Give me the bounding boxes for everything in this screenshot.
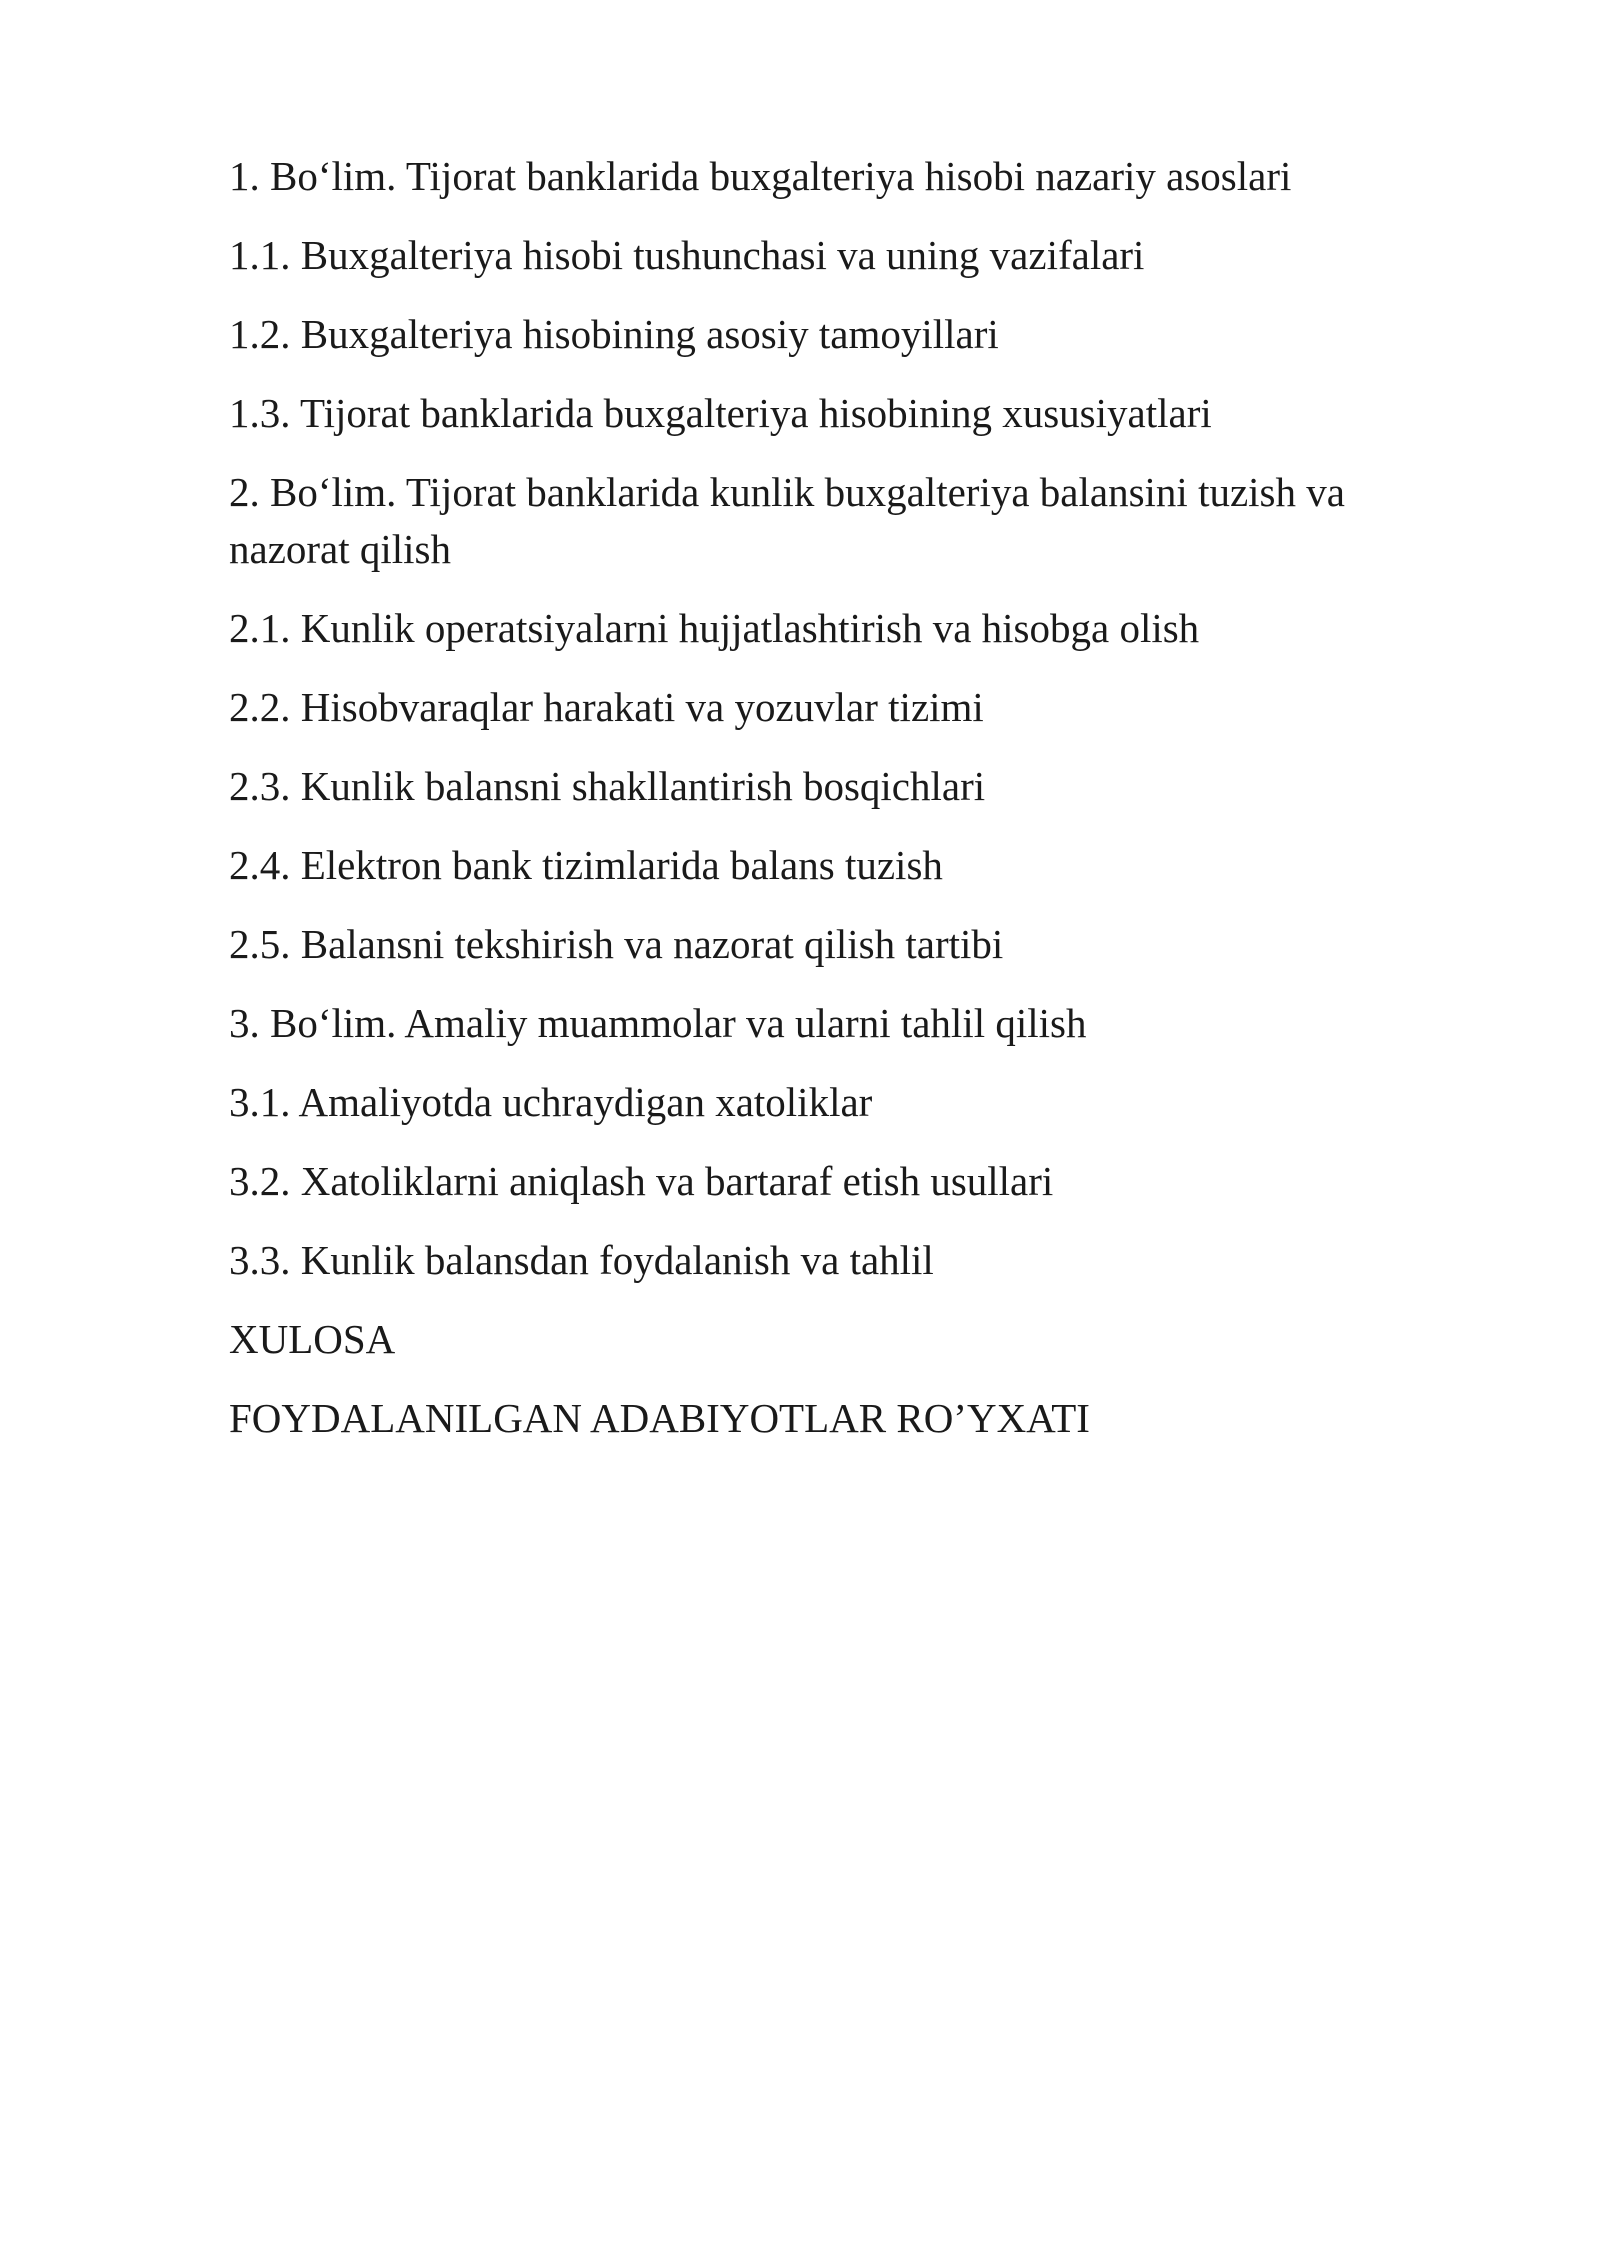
- toc-subsection-3-3: 3.3. Kunlik balansdan foydalanish va tahlil: [229, 1237, 934, 1283]
- toc-subsection-2-4: 2.4. Elektron bank tizimlarida balans tuzish: [229, 842, 943, 888]
- toc-subsection-3-2: 3.2. Xatoliklarni aniqlash va bartaraf etish usullari: [229, 1158, 1054, 1204]
- toc-subsection-1-3: 1.3. Tijorat banklarida buxgalteriya hisobining xususiyatlari: [229, 390, 1212, 436]
- toc-conclusion: XULOSA: [229, 1316, 396, 1362]
- toc-subsection-3-1: 3.1. Amaliyotda uchraydigan xatoliklar: [229, 1079, 873, 1125]
- toc-subsection-2-5: 2.5. Balansni tekshirish va nazorat qilish tartibi: [229, 921, 1004, 967]
- table-of-contents: [229, 148, 1409, 1469]
- toc-subsection-2-2: 2.2. Hisobvaraqlar harakati va yozuvlar tizimi: [229, 684, 984, 730]
- toc-section-3: 3. Bo‘lim. Amaliy muammolar va ularni tahlil qilish: [229, 1000, 1087, 1046]
- toc-section-1: 1. Bo‘lim. Tijorat banklarida buxgalteriya hisobi nazariy asoslari: [229, 153, 1292, 199]
- toc-subsection-1-1: 1.1. Buxgalteriya hisobi tushunchasi va uning vazifalari: [229, 232, 1145, 278]
- toc-references: FOYDALANILGAN ADABIYOTLAR RO’YXATI: [229, 1395, 1090, 1441]
- toc-subsection-2-1: 2.1. Kunlik operatsiyalarni hujjatlashtirish va hisobga olish: [229, 605, 1200, 651]
- toc-subsection-1-2: 1.2. Buxgalteriya hisobining asosiy tamoyillari: [229, 311, 999, 357]
- toc-section-2: 2. Bo‘lim. Tijorat banklarida kunlik buxgalteriya balansini tuzish va nazorat qilish: [229, 469, 1345, 572]
- toc-subsection-2-3: 2.3. Kunlik balansni shakllantirish bosqichlari: [229, 763, 986, 809]
